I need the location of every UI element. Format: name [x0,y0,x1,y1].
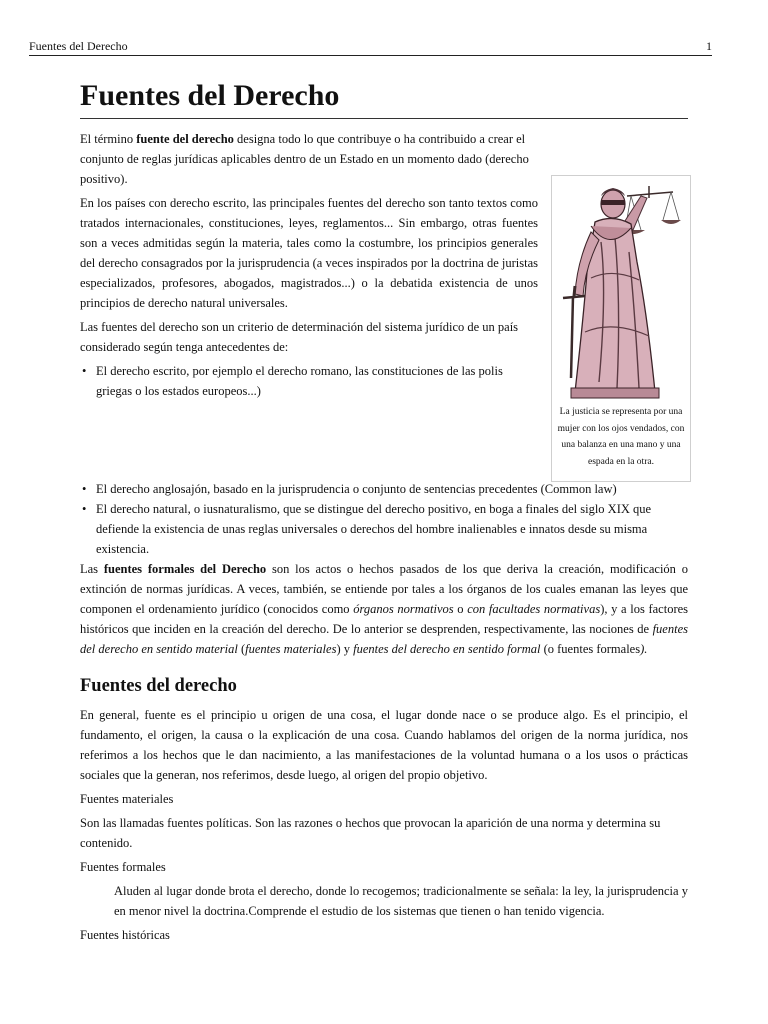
paragraph-origen: En general, fuente es el principio u origen de una cosa, el lugar donde nace o se produce algo. Es el principio, el fundamento, el origen, la causa o la explicación de una cosa. Cuando hablamos del origen de la norma jurídica, nos referimos a los hechos que le dan nacimiento, a las manifestaciones de la voluntad humana o a los usos o prácticas sociales que la generan, nos referimos, desde luego, al origen del propio objetivo. [80,708,688,782]
text-run: (o fuentes formales [540,642,641,656]
body-continued [80,401,688,945]
label-fuentes-historicas: Fuentes históricas [80,928,170,942]
paragraph-escrito: En los países con derecho escrito, las principales fuentes del derecho son tanto textos como tratados internacionales, constituciones, leyes, reglamentos... Sin embargo, otras fuentes son a veces admitidas según la materia, tales como la costumbre, los principios generales del derecho consagrados por la jurisprudencia (a veces inspirados por la doctrina de juristas especializados, profesores, abogados, magistrados...) o la debatida existencia de unos principios de derecho natural universales. [80,196,538,310]
italic-term: fuentes materiales [245,642,337,656]
text-run: El término [80,132,137,146]
list-item: • El derecho escrito, por ejemplo el derecho romano, las constituciones de las polis griegas o los estados europeos...) [80,361,538,401]
article-title: Fuentes del Derecho [80,78,688,119]
figure-box [551,175,691,482]
figure-caption: La justicia se representa por una mujer con los ojos vendados, con una balanza en una mano y una espada en la otra. [557,407,685,467]
text-run: ) y [336,642,354,656]
paragraph-criterio: Las fuentes del derecho son un criterio de determinación del sistema jurídico de un país considerado según tenga antecedentes de: [80,320,519,354]
list-item: • El derecho natural, o iusnaturalismo, que se distingue del derecho positivo, en boga a finales del siglo XIX que defiende la existencia de unas reglas universales o derechos del hombre inalienables e innatos desde su misma existencia. [80,499,688,559]
bullet-list-1 [80,361,538,401]
text-run: ( [237,642,246,656]
italic-term: ). [640,642,648,656]
italic-term: fuentes del derecho en sentido material [80,622,688,656]
section-heading: Fuentes del derecho [80,676,237,696]
paragraph-fuentes-formales [80,559,688,659]
bullet-list-2 [80,479,688,559]
text-run: son los actos o hechos pasados de los que deriva la creación, modificación o extinción de normas jurídicas. A veces, también, se entiende por tales a los órganos de los cuales emanan las leyes que componen el ordenamiento jurídico (conocidos como [80,562,688,616]
page-number: 1 [706,39,712,53]
text-run: ), y a los factores históricos que inciden en la creación del derecho. De lo anterior se desprenden, respectivamente, las nociones de [80,602,689,636]
intro-section [80,119,688,467]
intro-column [80,119,538,401]
label-fuentes-formales: Fuentes formales [80,860,166,874]
italic-term: órganos normativos [353,602,454,616]
text-run: Las [80,562,104,576]
paragraph-fuentes-materiales: Son las llamadas fuentes políticas. Son las razones o hechos que provocan la aparición de una norma y determina su contenido. [80,816,661,850]
text-run: o [453,602,468,616]
bold-term: fuente del derecho [136,132,234,146]
italic-term: fuentes del derecho en sentido formal [353,642,541,656]
lady-justice-statue-image [561,182,681,400]
bold-term: fuentes formales del Derecho [103,562,267,576]
paragraph-fuentes-formales-def: Aluden al lugar donde brota el derecho, donde lo recogemos; tradicionalmente se señala: la ley, la jurisprudencia y en menor nivel la doctrina.Comprende el estudio de los sistemas que tienen o han tenido vigencia. [114,884,688,918]
italic-term: con facultades normativas [467,602,601,616]
text-run: designa todo lo que contribuye o ha contribuido a crear el conjunto de reglas jurídicas aplicables dentro de un Estado en un momento dado (derecho positivo). [80,132,529,186]
label-fuentes-materiales: Fuentes materiales [80,792,174,806]
article-content [80,78,688,945]
list-item: • El derecho anglosajón, basado en la jurisprudencia o conjunto de sentencias precedentes (Common law) [80,479,688,499]
intro-paragraph [80,129,538,189]
running-header [29,37,712,56]
running-header-title: Fuentes del Derecho [29,39,128,53]
